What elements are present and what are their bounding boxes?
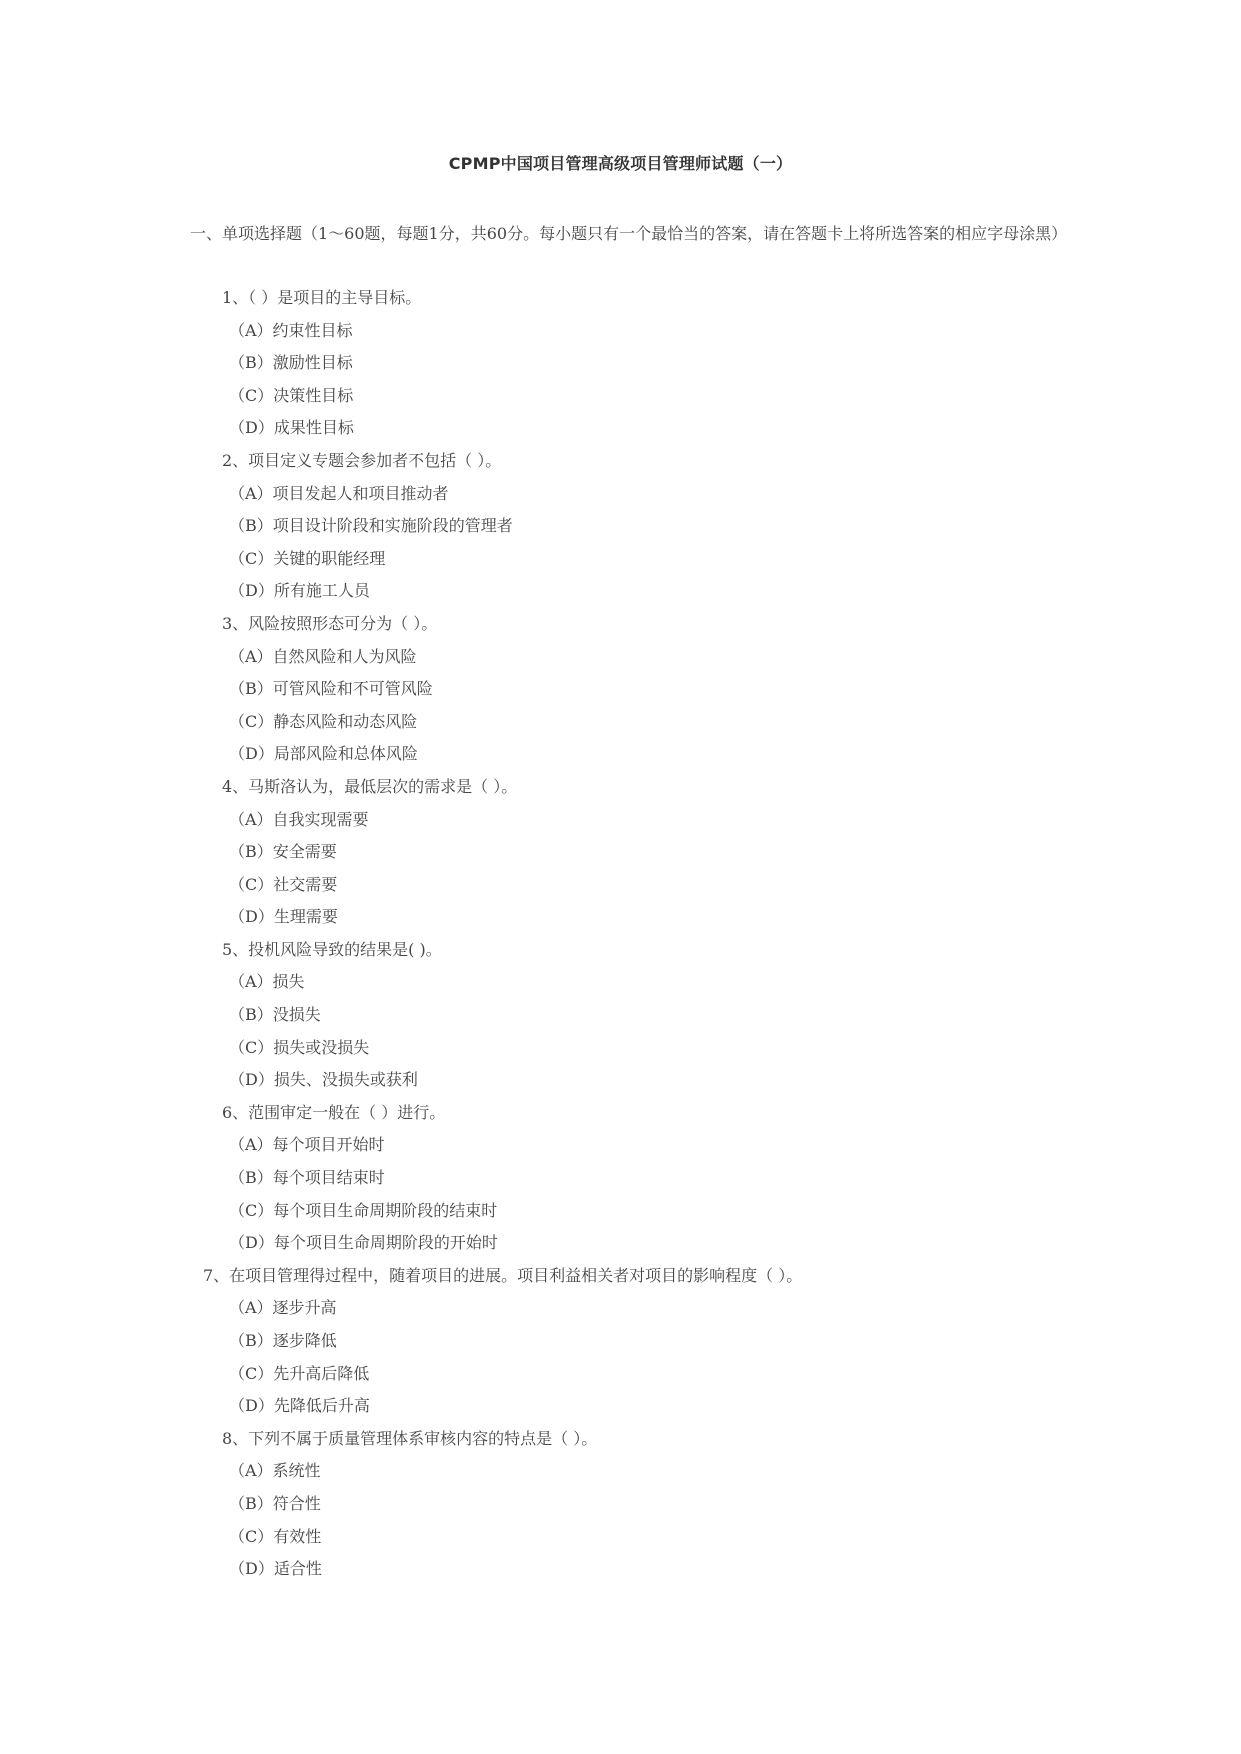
answer-option: （B）没损失 [229, 1005, 321, 1025]
answer-option: （D）适合性 [229, 1559, 322, 1579]
section-intro: 一、单项选择题（1～60题，每题1分，共60分。每小题只有一个最恰当的答案，请在答题卡上将所选答案的相应字母涂黑） [190, 224, 1068, 243]
question-stem: 3、风险按照形态可分为（ ）。 [222, 613, 438, 633]
question-stem: 4、马斯洛认为，最低层次的需求是（ ）。 [222, 776, 518, 796]
question-stem: 6、范围审定一般在（ ）进行。 [222, 1102, 446, 1122]
question-stem: 8、下列不属于质量管理体系审核内容的特点是（ ）。 [222, 1428, 598, 1448]
answer-option: （C）先升高后降低 [229, 1363, 370, 1383]
answer-option: （C）每个项目生命周期阶段的结束时 [229, 1200, 498, 1220]
question-stem: 7、在项目管理得过程中，随着项目的进展。项目利益相关者对项目的影响程度（ ）。 [203, 1265, 803, 1285]
answer-option: （D）所有施工人员 [229, 581, 370, 601]
answer-option: （D）生理需要 [229, 907, 338, 927]
question-list [0, 282, 1241, 1586]
answer-option: （B）激励性目标 [229, 353, 353, 373]
answer-option: （A）约束性目标 [229, 320, 353, 340]
question-stem: 2、项目定义专题会参加者不包括（ ）。 [222, 450, 502, 470]
answer-option: （A）逐步升高 [229, 1298, 337, 1318]
answer-option: （C）有效性 [229, 1526, 322, 1546]
answer-option: （A）自然风险和人为风险 [229, 646, 417, 666]
answer-option: （B）安全需要 [229, 842, 337, 862]
answer-option: （D）每个项目生命周期阶段的开始时 [229, 1233, 498, 1253]
question-stem: 1、（ ）是项目的主导目标。 [222, 288, 422, 307]
answer-option: （C）静态风险和动态风险 [229, 711, 418, 731]
answer-option: （B）项目设计阶段和实施阶段的管理者 [229, 516, 513, 536]
answer-option: （D）成果性目标 [229, 418, 354, 438]
answer-option: （B）每个项目结束时 [229, 1168, 385, 1188]
answer-option: （C）决策性目标 [229, 385, 354, 405]
answer-option: （C）损失或没损失 [229, 1037, 370, 1057]
answer-option: （A）损失 [229, 972, 305, 992]
answer-option: （C）社交需要 [229, 874, 338, 894]
answer-option: （A）自我实现需要 [229, 809, 369, 829]
answer-option: （C）关键的职能经理 [229, 548, 386, 568]
answer-option: （D）先降低后升高 [229, 1396, 370, 1416]
answer-option: （B）可管风险和不可管风险 [229, 679, 433, 699]
answer-option: （D）局部风险和总体风险 [229, 744, 418, 764]
answer-option: （A）项目发起人和项目推动者 [229, 483, 449, 503]
document-title: CPMP中国项目管理高级项目管理师试题（一） [448, 154, 793, 173]
question-stem: 5、投机风险导致的结果是( )。 [222, 939, 442, 959]
answer-option: （A）系统性 [229, 1461, 321, 1481]
answer-option: （D）损失、没损失或获利 [229, 1070, 418, 1090]
answer-option: （B）符合性 [229, 1493, 321, 1513]
answer-option: （A）每个项目开始时 [229, 1135, 385, 1155]
answer-option: （B）逐步降低 [229, 1331, 337, 1350]
